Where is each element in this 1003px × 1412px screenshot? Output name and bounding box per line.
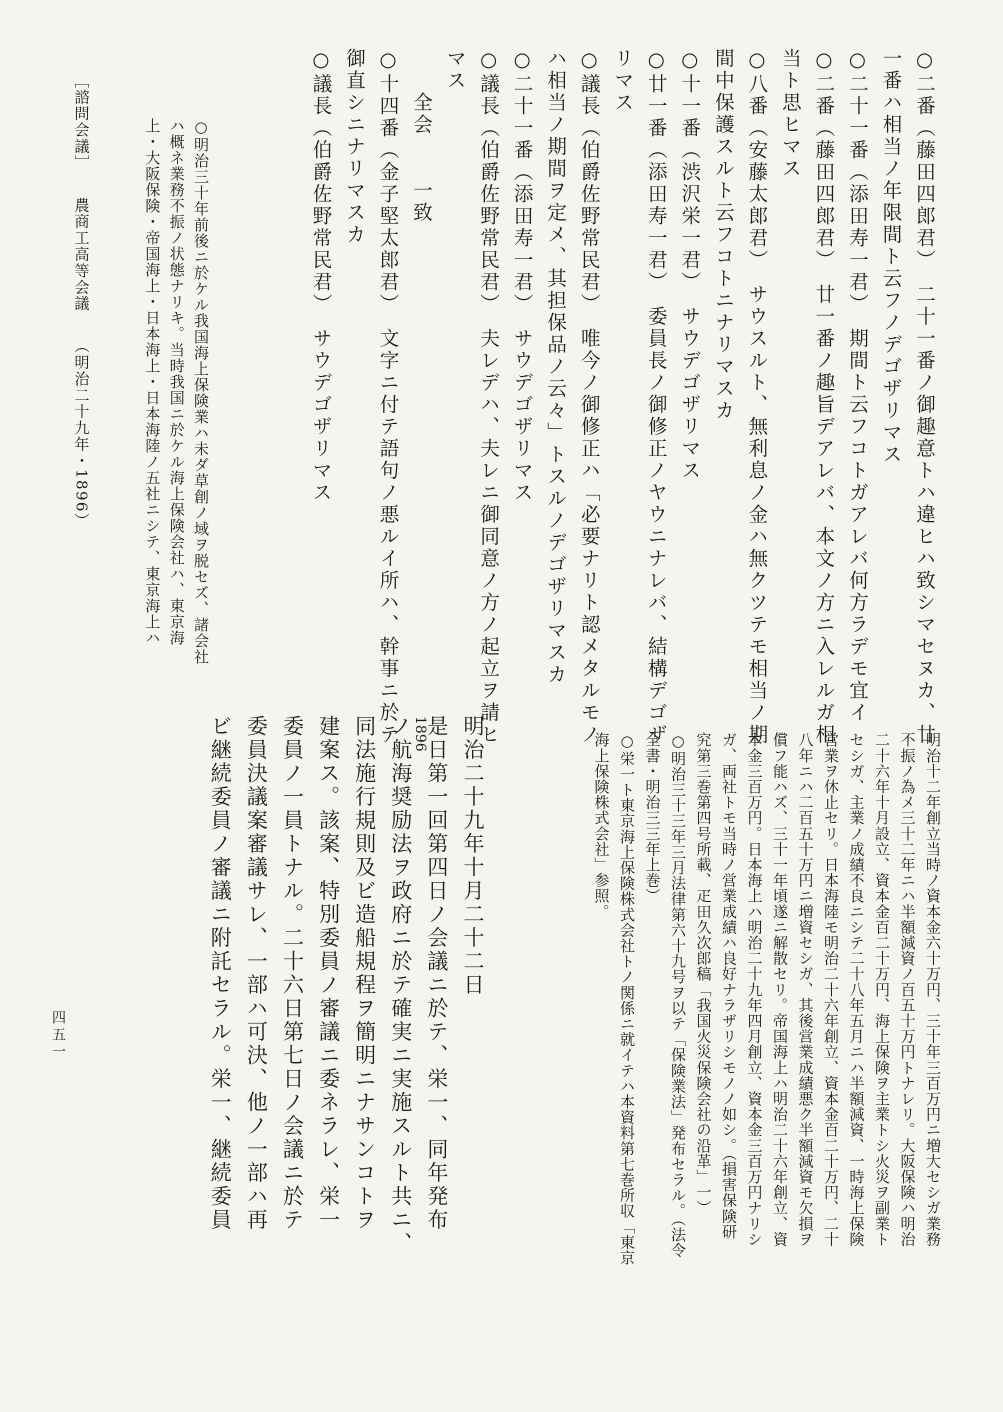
text-line: 海上保険株式会社」参照。: [592, 732, 611, 920]
text-line: ○議長（伯爵佐野常民君） サウデゴザリマス: [309, 48, 333, 504]
text-line: セシガ、主業ノ成績不良ニシテ二十八年五月ニハ半額減資、一時海上保険: [847, 732, 866, 1247]
text-line: ○二番（藤田四郎君） 二十一番ノ御趣意トハ違ヒハ致シマセヌカ、廿: [913, 48, 936, 746]
text-line: 償フ能ハズ、三十一年頃遂ニ解散セリ。帝国海上ハ明治二十六年創立、資: [771, 732, 789, 1247]
text-line: ○八番（安藤太郎君） サウスルト、無利息ノ金ハ無クツテモ相当ノ期: [745, 48, 769, 746]
footnote-upper: [140, 118, 213, 665]
text-line: 全書・明治三三年上巻）: [643, 732, 662, 904]
proceedings-upper-text: [304, 48, 941, 746]
text-line: ○二十一番（添田寿一君） サウデゴザリマス: [510, 48, 534, 504]
header-era: （明治二十九年・1896）: [72, 337, 91, 530]
footnote-lower: [588, 732, 945, 1265]
text-line: 明治十二年創立当時ノ資本金六十万円、三十年三百万円ニ増大セシガ業務: [924, 732, 942, 1247]
text-line: ○二十一番（添田寿一君） 期間ト云フコトガアレバ何方ラデモ宜イ: [845, 48, 869, 724]
text-line: ○十一番（渋沢栄一君） サウデゴザリマス: [678, 48, 702, 482]
text-line: 是日第一回第四日ノ会議ニ於テ、栄一、同年発布: [424, 715, 449, 1232]
text-line: 当ト思ヒマス: [778, 48, 802, 180]
text-line: 二十六年十月設立、資本金百二十万円、海上保険ヲ主業トシ火災ヲ副業ト: [873, 732, 891, 1247]
text-line: 委員決議案審議サレ、一部ハ可決、他ノ一部ハ再: [244, 715, 269, 1232]
text-line: 上・大阪保険・帝国海上・日本海上・日本海陸ノ五社ニシテ、東京海上ハ: [143, 118, 162, 646]
text-line: マス: [443, 48, 467, 92]
text-line: ○明治三十三年三月法律第六十九号ヲ以テ「保険業法」発布セラル。（法令: [669, 732, 687, 1258]
text-line: ハ概ネ業務不振ノ状態ナリキ。当時我国ニ於ケル海上保険会社ハ、東京海: [167, 118, 186, 646]
text-line: ○十四番（金子堅太郎君） 文字ニ付テ語句ノ悪ルイ所ハ、幹事ニ於テ: [376, 48, 400, 746]
text-line: ○廿一番（添田寿一君） 委員長ノ御修正ノヤウニナレバ、結構デゴザ: [644, 48, 668, 746]
text-line: 全会 一致: [410, 48, 434, 224]
text-line: ○議長（伯爵佐野常民君） 唯今ノ御修正ハ「必要ナリト認メタルモノ: [577, 48, 601, 746]
text-line: 明治二十九年十月二十二日: [461, 715, 485, 997]
text-line: 建案ス。該案、特別委員ノ審議ニ委ネラレ、栄一: [316, 715, 341, 1232]
text-line: 間中保護スルト云フコトニナリマスカ: [711, 48, 735, 422]
header-section: ［諮問会議］: [72, 72, 91, 172]
text-line: 八年ニハ二百五十万円ニ増資セシガ、其後営業成績悪ク半額減資モ欠損ヲ: [796, 732, 815, 1247]
text-line: ○明治三十年前後ニ於ケル我国海上保険業ハ未ダ草創ノ域ヲ脱セズ、諸会社: [192, 118, 210, 665]
text-line: ビ継続委員ノ審議ニ附託セラル。栄一、継続委員: [208, 715, 233, 1232]
running-header: [42, 48, 121, 529]
text-line: 委員ノ一員トナル。二十六日第七日ノ会議ニ於テ: [280, 715, 305, 1232]
text-line: 不振ノ為メ三十二年ニハ半額減資ノ百五十万円トナレリ。大阪保険ハ明治: [898, 732, 917, 1247]
text-line: ○二番（藤田四郎君） 廿一番ノ趣旨デアレバ、本文ノ方ニ入レルガ相: [812, 48, 836, 746]
entry-date-latin: 1896: [412, 716, 428, 752]
text-line: 営業ヲ休止セリ。日本海陸モ明治二十六年創立、資本金百二十万円、二十: [822, 732, 840, 1247]
text-line: ハ相当ノ期間ヲ定メ、其担保品ノ云々」トスルノデゴザリマスカ: [544, 48, 568, 686]
text-line: リマス: [611, 48, 635, 114]
page-number: 四五一: [50, 1010, 66, 1061]
text-line: ガ、両社トモ当時ノ営業成績ハ良好ナラザリシモノノ如シ。（損害保険研: [720, 732, 738, 1240]
text-line: ノ航海奨励法ヲ政府ニ於テ確実ニ実施スルト共ニ、: [388, 715, 413, 1256]
text-line: 本金三百万円。日本海上ハ明治二十九年四月創立、資本金三百万円ナリシ: [745, 732, 764, 1247]
text-line: 御直シニナリマスカ: [342, 48, 366, 246]
text-line: 同法施行規則及ビ造船規程ヲ簡明ニナサンコトヲ: [352, 715, 377, 1232]
header-title: 農商工高等会議: [72, 197, 91, 312]
text-line: 一番ハ相当ノ年限間ト云フノデゴザリマス: [879, 48, 903, 466]
text-line: ○栄一ト東京海上保険株式会社トノ関係ニ就イテハ本資料第七巻所収「東京: [618, 732, 636, 1266]
text-line: ○議長（伯爵佐野常民君） 夫レデハ、夫レニ御同意ノ方ノ起立ヲ請ヒ: [477, 48, 501, 746]
entry-lower-text: [202, 715, 491, 1256]
text-line: 究第三巻第四号所載、疋田久次郎稿「我国火災保険会社の沿革」一）: [694, 732, 713, 1216]
